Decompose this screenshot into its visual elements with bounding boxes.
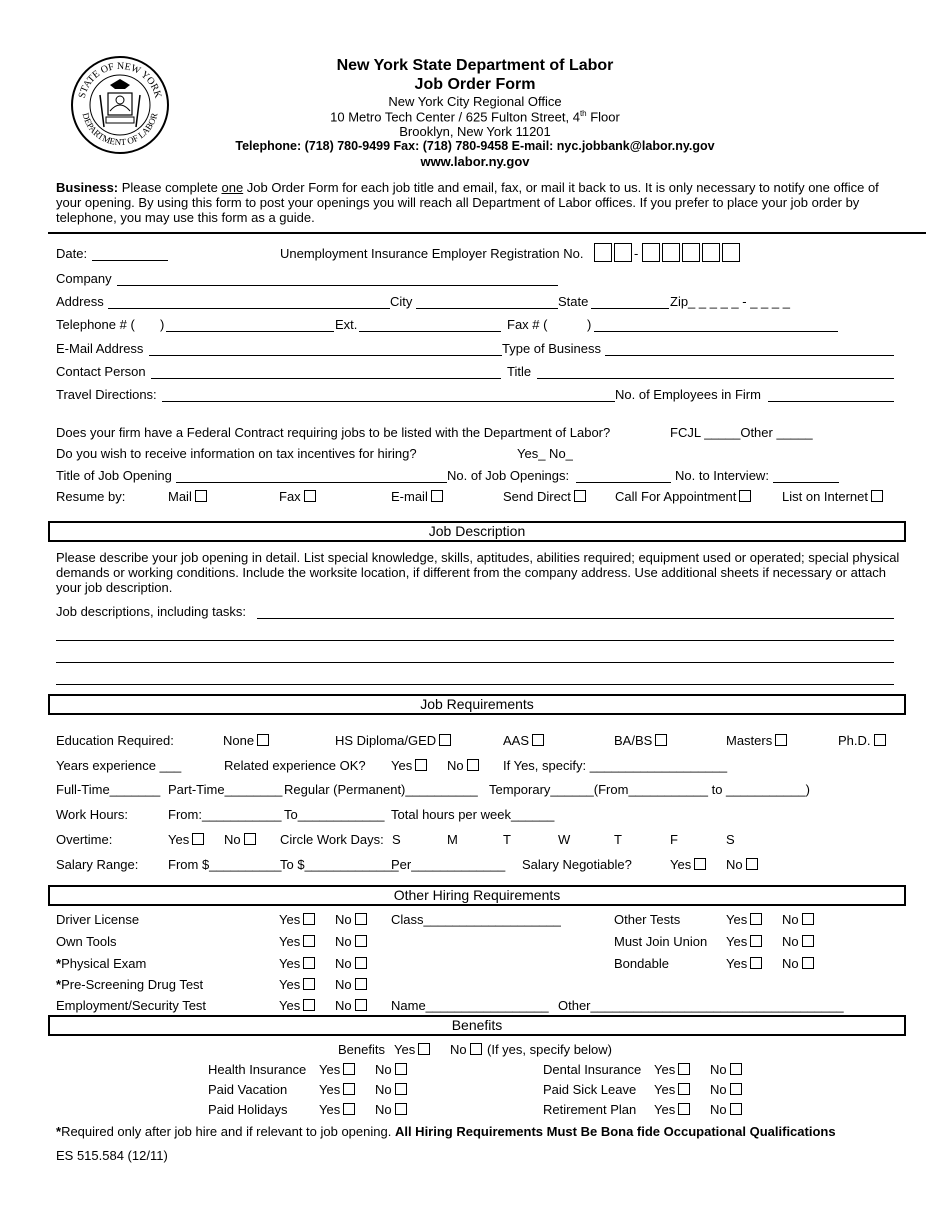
ui-registration-field[interactable]: -	[592, 243, 740, 262]
checkbox-icon[interactable]	[395, 1063, 407, 1075]
checkbox-icon[interactable]	[750, 913, 762, 925]
driver-license-label: Driver License	[56, 912, 140, 927]
physical-exam-label: *Physical Exam	[56, 956, 147, 971]
fcjl-field[interactable]: FCJL _____Other _____	[670, 425, 813, 440]
work-hours-from-field[interactable]: From:___________	[168, 807, 282, 822]
ui-registration-label: Unemployment Insurance Employer Registration No.	[280, 246, 584, 261]
resume-internet-option[interactable]: List on Internet	[782, 489, 883, 504]
driver-license-no[interactable]: No	[335, 912, 367, 927]
tax-incentive-yes-no[interactable]: Yes_ No_	[517, 446, 573, 461]
checkbox-icon[interactable]	[343, 1083, 355, 1095]
seal-top-text: STATE OF NEW YORK	[76, 60, 164, 100]
job-requirements-heading: Job Requirements	[48, 694, 906, 715]
health-insurance-label: Health Insurance	[208, 1062, 307, 1077]
checkbox-icon[interactable]	[746, 858, 758, 870]
checkbox-icon[interactable]	[418, 1043, 430, 1055]
fax-field[interactable]	[594, 331, 838, 332]
checkbox-icon[interactable]	[195, 490, 207, 502]
physical-exam-yes[interactable]: Yes	[279, 956, 315, 971]
state-seal-logo	[70, 55, 170, 155]
checkbox-icon[interactable]	[244, 833, 256, 845]
security-test-no[interactable]: No	[335, 998, 367, 1013]
contact-info: Telephone: (718) 780-9499 Fax: (718) 780-9458 E-mail: nyc.jobbank@labor.ny.gov	[235, 139, 715, 153]
resume-direct-option[interactable]: Send Direct	[503, 489, 586, 504]
salary-from-field[interactable]: From $__________	[168, 857, 282, 872]
section-divider	[48, 232, 926, 234]
interview-label: No. to Interview:	[675, 468, 769, 483]
checkbox-icon[interactable]	[343, 1103, 355, 1115]
resume-by-label: Resume by:	[56, 489, 126, 504]
checkbox-icon[interactable]	[303, 913, 315, 925]
contact-person-label: Contact Person	[56, 364, 146, 379]
job-tasks-line-4[interactable]	[56, 684, 894, 685]
bondable-label: Bondable	[614, 956, 669, 971]
website: www.labor.ny.gov	[420, 154, 530, 169]
checkbox-icon[interactable]	[802, 957, 814, 969]
regular-field[interactable]: Regular (Permanent)__________	[284, 782, 478, 797]
related-no-option[interactable]: No	[447, 758, 479, 773]
paid-holidays-label: Paid Holidays	[208, 1102, 288, 1117]
salary-negotiable-label: Salary Negotiable?	[522, 857, 632, 872]
travel-directions-field[interactable]	[162, 401, 615, 402]
federal-contract-question: Does your firm have a Federal Contract requiring jobs to be listed with the Department of Labor?	[56, 425, 611, 440]
address-field[interactable]	[108, 308, 390, 309]
checkbox-icon[interactable]	[355, 935, 367, 947]
overtime-label: Overtime:	[56, 832, 113, 847]
checkbox-icon[interactable]	[802, 913, 814, 925]
paid-vacation-no[interactable]: No	[375, 1082, 407, 1097]
checkbox-icon[interactable]	[303, 957, 315, 969]
overtime-yes-option[interactable]: Yes	[168, 832, 204, 847]
email-field[interactable]	[149, 355, 502, 356]
related-experience-label: Related experience OK?	[224, 758, 366, 773]
education-phd-option[interactable]: Ph.D.	[838, 733, 886, 748]
checkbox-icon[interactable]	[467, 759, 479, 771]
part-time-field[interactable]: Part-Time________	[168, 782, 283, 797]
salary-to-field[interactable]: To $_____________	[280, 857, 399, 872]
education-ba-option[interactable]: BA/BS	[614, 733, 667, 748]
salary-per-field[interactable]: Per_____________	[391, 857, 506, 872]
salary-negotiable-no[interactable]: No	[726, 857, 758, 872]
resume-fax-option[interactable]: Fax	[279, 489, 316, 504]
checkbox-icon[interactable]	[431, 490, 443, 502]
org-name: New York State Department of Labor	[336, 57, 614, 74]
telephone-field[interactable]	[166, 331, 334, 332]
checkbox-icon[interactable]	[343, 1063, 355, 1075]
checkbox-icon[interactable]	[574, 490, 586, 502]
checkbox-icon[interactable]	[871, 490, 883, 502]
work-day-thursday[interactable]: T	[614, 832, 622, 847]
join-union-no[interactable]: No	[782, 934, 814, 949]
work-hours-label: Work Hours:	[56, 807, 128, 822]
resume-appointment-option[interactable]: Call For Appointment	[615, 489, 751, 504]
join-union-label: Must Join Union	[614, 934, 708, 949]
fax-paren: )	[587, 317, 592, 332]
drug-test-yes[interactable]: Yes	[279, 977, 315, 992]
checkbox-icon[interactable]	[303, 935, 315, 947]
work-day-wednesday[interactable]: W	[558, 832, 571, 847]
resume-email-option[interactable]: E-mail	[391, 489, 443, 504]
travel-directions-label: Travel Directions:	[56, 387, 157, 402]
email-label: E-Mail Address	[56, 341, 144, 356]
health-insurance-no[interactable]: No	[375, 1062, 407, 1077]
form-title: Job Order Form	[414, 76, 536, 93]
dental-insurance-yes[interactable]: Yes	[654, 1062, 690, 1077]
tax-incentive-question: Do you wish to receive information on tax incentives for hiring?	[56, 446, 417, 461]
security-test-yes[interactable]: Yes	[279, 998, 315, 1013]
checkbox-icon[interactable]	[730, 1103, 742, 1115]
other-hiring-heading: Other Hiring Requirements	[48, 885, 906, 906]
benefits-specify-note: (If yes, specify below)	[487, 1042, 612, 1057]
other-tests-no[interactable]: No	[782, 912, 814, 927]
bondable-yes[interactable]: Yes	[726, 956, 762, 971]
checkbox-icon[interactable]	[415, 759, 427, 771]
business-type-label: Type of Business	[502, 341, 601, 356]
checkbox-icon[interactable]	[355, 913, 367, 925]
security-name-field[interactable]: Name_________________	[391, 998, 549, 1013]
dental-insurance-no[interactable]: No	[710, 1062, 742, 1077]
retirement-plan-no[interactable]: No	[710, 1102, 742, 1117]
checkbox-icon[interactable]	[532, 734, 544, 746]
benefits-label: Benefits	[338, 1042, 385, 1057]
education-hs-option[interactable]: HS Diploma/GED	[335, 733, 451, 748]
driver-license-yes[interactable]: Yes	[279, 912, 315, 927]
job-openings-label: No. of Job Openings:	[447, 468, 570, 483]
job-tasks-label: Job descriptions, including tasks:	[56, 604, 247, 619]
resume-mail-option[interactable]: Mail	[168, 489, 207, 504]
city-label: City	[390, 294, 413, 309]
checkbox-icon[interactable]	[874, 734, 886, 746]
security-test-label: Employment/Security Test	[56, 998, 207, 1013]
own-tools-label: Own Tools	[56, 934, 117, 949]
ext-field[interactable]	[359, 331, 501, 332]
checkbox-icon[interactable]	[730, 1083, 742, 1095]
own-tools-no[interactable]: No	[335, 934, 367, 949]
employees-label: No. of Employees in Firm	[615, 387, 761, 402]
seal-bottom-text: DEPARTMENT OF LABOR	[80, 111, 160, 148]
salary-negotiable-yes[interactable]: Yes	[670, 857, 706, 872]
related-yes-option[interactable]: Yes	[391, 758, 427, 773]
checkbox-icon[interactable]	[739, 490, 751, 502]
office-city: Brooklyn, New York 11201	[399, 124, 551, 139]
checkbox-icon[interactable]	[750, 957, 762, 969]
salary-range-label: Salary Range:	[56, 857, 139, 872]
benefits-no[interactable]: No	[450, 1042, 482, 1057]
checkbox-icon[interactable]	[192, 833, 204, 845]
related-specify-field[interactable]: If Yes, specify: ___________________	[503, 758, 728, 773]
checkbox-icon[interactable]	[304, 490, 316, 502]
office-address: 10 Metro Tech Center / 625 Fulton Street, 4th Floor	[330, 109, 620, 125]
work-hours-to-field[interactable]: To____________	[284, 807, 385, 822]
employees-field[interactable]	[768, 401, 894, 402]
work-day-sunday[interactable]: S	[392, 832, 401, 847]
business-type-field[interactable]	[605, 355, 894, 356]
security-other-field[interactable]: Other___________________________________	[558, 998, 844, 1013]
job-description-instructions: Please describe your job opening in detail. List special knowledge, skills, aptitudes, abilities required; equipment used or operated; special physical demands or working conditions. Include the worksite location, if different from the company address. Use additional sheets if necessary or attach your job description.	[56, 550, 900, 595]
checkbox-icon[interactable]	[694, 858, 706, 870]
retirement-plan-yes[interactable]: Yes	[654, 1102, 690, 1117]
own-tools-yes[interactable]: Yes	[279, 934, 315, 949]
education-aas-option[interactable]: AAS	[503, 733, 544, 748]
intro-paragraph: Business: Please complete one Job Order Form for each job title and email, fax, or mail it back to us. It is only necessary to notify one office of your opening. By using this form to post your openings you will reach all Department of Labor offices. If you prefer to place your job order by telephone, you may use this form as a guide.	[56, 180, 879, 225]
checkbox-icon[interactable]	[775, 734, 787, 746]
drug-test-label: *Pre-Screening Drug Test	[56, 977, 204, 992]
footer-note: *Required only after job hire and if relevant to job opening. All Hiring Requirements Must Be Bona fide Occupational Qualifications	[56, 1124, 836, 1139]
interview-field[interactable]	[773, 482, 839, 483]
checkbox-icon[interactable]	[750, 935, 762, 947]
checkbox-icon[interactable]	[678, 1103, 690, 1115]
work-day-friday[interactable]: F	[670, 832, 678, 847]
health-insurance-yes[interactable]: Yes	[319, 1062, 355, 1077]
drug-test-no[interactable]: No	[335, 977, 367, 992]
sick-leave-label: Paid Sick Leave	[543, 1082, 637, 1097]
checkbox-icon[interactable]	[655, 734, 667, 746]
checkbox-icon[interactable]	[470, 1043, 482, 1055]
state-label: State	[558, 294, 589, 309]
contact-person-field[interactable]	[151, 378, 501, 379]
job-openings-field[interactable]	[576, 482, 671, 483]
company-field[interactable]	[117, 285, 558, 286]
address-label: Address	[56, 294, 104, 309]
work-day-tuesday[interactable]: T	[503, 832, 511, 847]
join-union-yes[interactable]: Yes	[726, 934, 762, 949]
date-label: Date:	[56, 246, 88, 261]
education-label: Education Required:	[56, 733, 174, 748]
title-field[interactable]	[537, 378, 894, 379]
retirement-plan-label: Retirement Plan	[543, 1102, 637, 1117]
paid-holidays-no[interactable]: No	[375, 1102, 407, 1117]
job-tasks-field[interactable]	[257, 618, 894, 619]
zip-field[interactable]: Zip_ _ _ _ _ - _ _ _ _	[670, 294, 790, 309]
checkbox-icon[interactable]	[355, 957, 367, 969]
title-label: Title	[507, 364, 532, 379]
office-name: New York City Regional Office	[388, 94, 562, 109]
other-tests-yes[interactable]: Yes	[726, 912, 762, 927]
checkbox-icon[interactable]	[395, 1103, 407, 1115]
sick-leave-yes[interactable]: Yes	[654, 1082, 690, 1097]
checkbox-icon[interactable]	[303, 978, 315, 990]
work-days-label: Circle Work Days:	[280, 832, 384, 847]
checkbox-icon[interactable]	[802, 935, 814, 947]
company-label: Company	[56, 271, 112, 286]
sick-leave-no[interactable]: No	[710, 1082, 742, 1097]
education-none-option[interactable]: None	[223, 733, 269, 748]
checkbox-icon[interactable]	[730, 1063, 742, 1075]
checkbox-icon[interactable]	[257, 734, 269, 746]
full-time-field[interactable]: Full-Time_______	[56, 782, 161, 797]
date-field[interactable]	[92, 260, 168, 261]
job-title-field[interactable]	[176, 482, 447, 483]
checkbox-icon[interactable]	[303, 999, 315, 1011]
physical-exam-no[interactable]: No	[335, 956, 367, 971]
job-title-label: Title of Job Opening	[56, 468, 172, 483]
benefits-yes[interactable]: Yes	[394, 1042, 430, 1057]
checkbox-icon[interactable]	[355, 978, 367, 990]
checkbox-icon[interactable]	[355, 999, 367, 1011]
ext-label: Ext.	[335, 317, 358, 332]
city-field[interactable]	[416, 308, 558, 309]
checkbox-icon[interactable]	[395, 1083, 407, 1095]
job-tasks-line-2[interactable]	[56, 640, 894, 641]
other-tests-label: Other Tests	[614, 912, 681, 927]
work-day-monday[interactable]: M	[447, 832, 458, 847]
paid-holidays-yes[interactable]: Yes	[319, 1102, 355, 1117]
dental-insurance-label: Dental Insurance	[543, 1062, 642, 1077]
benefits-heading: Benefits	[48, 1015, 906, 1036]
license-class-field[interactable]: Class___________________	[391, 912, 561, 927]
education-masters-option[interactable]: Masters	[726, 733, 787, 748]
checkbox-icon[interactable]	[678, 1063, 690, 1075]
checkbox-icon[interactable]	[678, 1083, 690, 1095]
job-tasks-line-3[interactable]	[56, 662, 894, 663]
checkbox-icon[interactable]	[439, 734, 451, 746]
form-code: ES 515.584 (12/11)	[56, 1148, 168, 1163]
work-day-saturday[interactable]: S	[726, 832, 735, 847]
overtime-no-option[interactable]: No	[224, 832, 256, 847]
telephone-label: Telephone # (	[56, 317, 135, 332]
job-description-heading: Job Description	[48, 521, 906, 542]
temporary-field[interactable]: Temporary______(From___________ to ___________)	[489, 782, 810, 797]
total-hours-field[interactable]: Total hours per week______	[391, 807, 555, 822]
paid-vacation-label: Paid Vacation	[208, 1082, 288, 1097]
bondable-no[interactable]: No	[782, 956, 814, 971]
state-field[interactable]	[591, 308, 669, 309]
years-experience-field[interactable]: Years experience ___	[56, 758, 182, 773]
telephone-paren: )	[160, 317, 165, 332]
fax-label: Fax # (	[507, 317, 548, 332]
paid-vacation-yes[interactable]: Yes	[319, 1082, 355, 1097]
